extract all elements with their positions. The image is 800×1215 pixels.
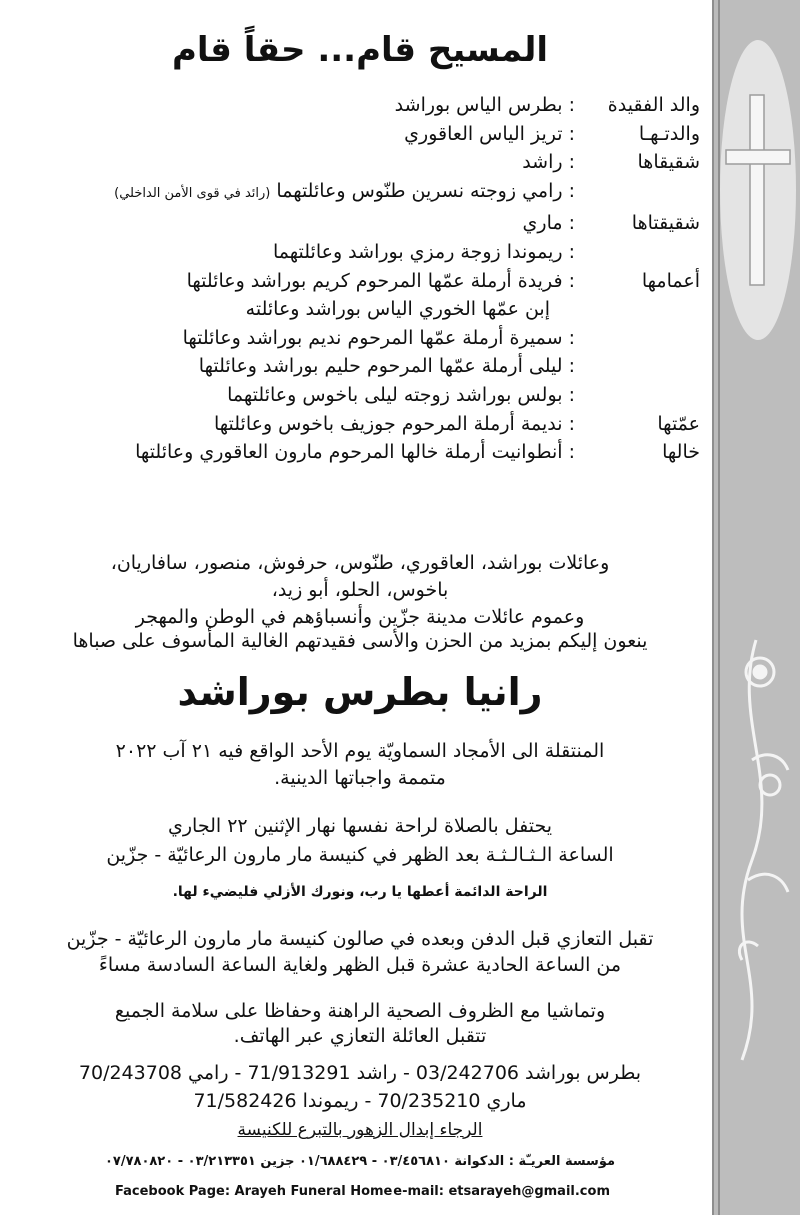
- relation-value: [404, 123, 575, 145]
- relation-value: [135, 441, 575, 463]
- relation-text: إبن عمّها الخوري الياس بوراشد وعائلته: [245, 298, 550, 321]
- relation-text: رامي زوجته نسرين طنّوس وعائلتهما: [276, 179, 563, 202]
- relation-value: [199, 355, 575, 377]
- relation-text: نديمة أرملة المرحوم جوزيف باخوس وعائلتها: [213, 412, 563, 435]
- colon-separator: :: [562, 441, 575, 464]
- relation-text: ليلى أرملة عمّها المرحوم حليم بوراشد وعائلتها: [198, 355, 563, 378]
- relation-text: راشد: [522, 151, 563, 174]
- passed-line-1: المنتقلة الى الأمجاد السماويّة يوم الأحد الواقع فيه ٢١ آب ٢٠٢٢: [115, 740, 605, 762]
- colon-separator: :: [562, 326, 575, 349]
- relation-text: سميرة أرملة عمّها المرحوم نديم بوراشد وعائلتها: [182, 326, 563, 349]
- colon-separator: :: [562, 122, 575, 145]
- colon-separator: :: [562, 384, 575, 406]
- deceased-name: رانيا بطرس بوراشد: [177, 670, 543, 714]
- relation-label: والد الفقيدة: [607, 94, 700, 116]
- rest-prayer: الراحة الدائمة أعطها يا رب، ونورك الأزلي فليضيء لها.: [172, 884, 548, 900]
- families-line-1: وعائلات بوراشد، العاقوري، طنّوس، حرفوش، منصور، سافاريان،: [110, 552, 610, 574]
- relation-value: [246, 298, 550, 320]
- colon-separator: :: [562, 412, 575, 435]
- phones-line-1: بطرس بوراشد 03/242706 - راشد 71/913291 - رامي 70/243708: [78, 1062, 642, 1084]
- relation-value: [214, 413, 575, 435]
- relation-text: ماري: [522, 212, 563, 235]
- families-line-3: وعموم عائلات مدينة جزّين وأنسباؤهم في الوطن والمهجر: [135, 606, 585, 628]
- prayer-line-1: يحتفل بالصلاة لراحة نفسها نهار الإثنين ٢٢ الجاري: [167, 815, 553, 837]
- email-text: e-mail: etsarayeh@gmail.com: [393, 1184, 610, 1199]
- relation-text: فريدة أرملة عمّها المرحوم كريم بوراشد وعائلتها: [186, 269, 563, 292]
- relation-value: [227, 384, 575, 406]
- colon-separator: :: [562, 355, 575, 378]
- relation-value: [523, 212, 575, 234]
- colon-separator: :: [562, 179, 575, 202]
- phones-line-2: ماري 70/235210 - ريموندا 71/582426: [193, 1090, 527, 1112]
- prayer-line-2: الساعة الـثـالـثـة بعد الظهر في كنيسة مار مارون الرعائيّة - جزّين: [106, 844, 614, 866]
- relation-value: [114, 180, 575, 202]
- relation-label: عمّتها: [657, 412, 700, 435]
- agency-line: مؤسسة العريـّة : الدكوانة ٠٣/٤٥٦٨١٠ - ٠١/٦٨٨٤٢٩ جزين ٠٣/٢١٣٣٥١ - ٠٧/٧٨٠٨٢٠: [104, 1154, 616, 1169]
- relation-label: شقيقتاها: [631, 212, 700, 235]
- announce-line: ينعون إليكم بمزيد من الحزن والأسى فقيدتهم الغالية المأسوف على صباها: [72, 630, 648, 652]
- facebook-text: Facebook Page: Arayeh Funeral Home: [115, 1184, 393, 1199]
- relation-text: أنطوانيت أرملة خالها المرحوم مارون العاقوري وعائلتها: [135, 441, 563, 464]
- relation-label: أعمامها: [641, 269, 700, 292]
- relation-value: [187, 270, 575, 292]
- cross-icon: [720, 40, 796, 340]
- health-line-1: وتماشيا مع الظروف الصحية الراهنة وحفاظا على سلامة الجميع: [114, 1000, 606, 1022]
- relation-label: والدتـهـا: [638, 122, 700, 145]
- relation-text: ريموندا زوجة رمزي بوراشد وعائلتهما: [273, 241, 563, 263]
- relation-text: بولس بوراشد زوجته ليلى باخوس وعائلتهما: [227, 384, 563, 406]
- colon-separator: :: [562, 94, 575, 116]
- colon-separator: :: [562, 269, 575, 292]
- health-line-2: تتقبل العائلة التعازي عبر الهاتف.: [233, 1025, 487, 1047]
- obituary-content: [20, 22, 700, 1212]
- colon-separator: :: [562, 241, 575, 263]
- relation-value: [183, 327, 575, 349]
- flowers-note: الرجاء إبدال الزهور بالتبرع للكنيسة: [237, 1120, 483, 1140]
- colon-separator: :: [562, 212, 575, 235]
- relation-value: [522, 151, 575, 173]
- families-line-2: باخوس، الحلو، أبو زيد،: [271, 579, 449, 601]
- relation-label: خالها: [662, 441, 700, 464]
- relation-text: تريز الياس العاقوري: [404, 122, 563, 145]
- relation-label: شقيقاها: [637, 151, 700, 174]
- passed-line-2: متممة واجباتها الدينية.: [274, 767, 446, 789]
- heading: المسيح قام... حقاً قام: [171, 30, 549, 70]
- condolence-line-2: من الساعة الحادية عشرة قبل الظهر ولغاية الساعة السادسة مساءً: [98, 954, 622, 976]
- relation-text: بطرس الياس بوراشد: [394, 94, 563, 116]
- border-pattern: [714, 0, 718, 1215]
- colon-separator: :: [562, 151, 575, 174]
- condolence-line-1: تقبل التعازي قبل الدفن وبعده في صالون كنيسة مار مارون الرعائيّة - جزّين: [66, 928, 654, 950]
- relation-note: (رائد في قوى الأمن الداخلي): [114, 185, 271, 201]
- decorative-border: [712, 0, 800, 1215]
- relation-value: [273, 241, 575, 263]
- relation-value: [395, 94, 575, 116]
